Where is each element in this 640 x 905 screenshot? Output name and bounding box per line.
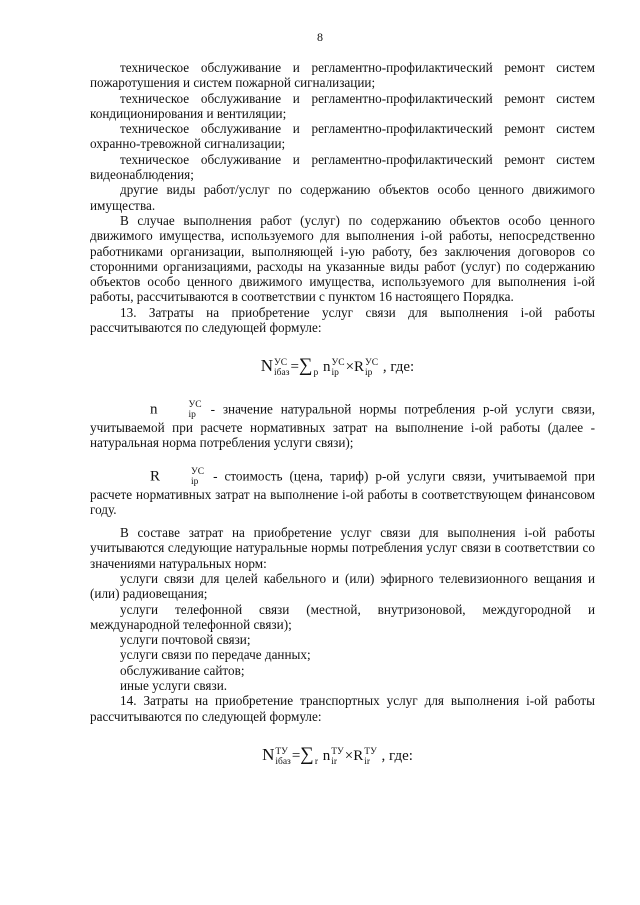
list-item: техническое обслуживание и регламентно-профилактический ремонт систем видеонаблюдения; [90, 151, 595, 183]
formula-communication-costs: N УС iбаз =∑ p n УС ip ×R УС ip , где: [260, 355, 415, 378]
list-item: услуги связи по передаче данных; [120, 647, 311, 663]
paragraph: В случае выполнения работ (услуг) по содержанию объектов особо ценного движимого имущества, используемого для выполнения i-ой работы, непосредственно работниками организации, выполняющей i-ую работу, без заключения договоров со сторонними организациями, расходы на указанные виды работ (услуг) по содержанию объектов особо ценного движимого имущества, используемого для выполнения i-ой работы, рассчитываются в соответствии с пунктом 16 настоящего Порядка. [90, 212, 595, 305]
symbol-r: R УС ip [150, 466, 205, 487]
section-13-heading: 13. Затраты на приобретение услуг связи для выполнения i-ой работы рассчитываются по следующей формуле: [90, 304, 595, 336]
list-item: услуги почтовой связи; [120, 632, 251, 648]
list-item: техническое обслуживание и регламентно-профилактический ремонт систем кондиционирования и вентиляции; [90, 90, 595, 121]
symbol-n: n УС ip [150, 399, 202, 420]
list-item: услуги связи для целей кабельного и (или) эфирного телевизионного вещания и (или) радиовещания; [90, 570, 595, 602]
section-14-heading: 14. Затраты на приобретение транспортных услуг для выполнения i-ой работы рассчитываются по следующей формуле: [90, 693, 595, 724]
list-item: услуги телефонной связи (местной, внутризоновой, междугородной и международной телефонной связи); [90, 601, 595, 632]
list-item: иные услуги связи. [120, 678, 228, 694]
definition-r-ip: R УС ip - стоимость (цена, тариф) p-ой услуги связи, учитываемой при расчете нормативных затрат на выполнение i-ой работы в соответствующем финансовом году. [90, 466, 595, 517]
document-body [90, 60, 595, 789]
paragraph: В составе затрат на приобретение услуг связи для выполнения i-ой работы учитываются следующие натуральные нормы потребления услуг связи в соответствии со значениями натуральных норм: [90, 525, 595, 571]
list-item: техническое обслуживание и регламентно-профилактический ремонт систем охранно-тревожной сигнализации; [90, 121, 595, 152]
definition-n-ip: n УС ip - значение натуральной нормы потребления p-ой услуги связи, учитываемой при расчете нормативных затрат на выполнение i-ой работы (далее - натуральная норма потребления услуги связи); [90, 399, 595, 451]
list-item: другие виды работ/услуг по содержанию объектов особо ценного движимого имущества. [90, 182, 595, 213]
list-item: обслуживание сайтов; [120, 662, 245, 678]
list-item: техническое обслуживание и регламентно-профилактический ремонт систем пожаротушения и систем пожарной сигнализации; [90, 60, 595, 91]
page-number: 8 [317, 30, 323, 44]
formula-transport-costs: N ТУ iбаз =∑ r n ТУ ir ×R ТУ ir , где: [262, 743, 413, 767]
